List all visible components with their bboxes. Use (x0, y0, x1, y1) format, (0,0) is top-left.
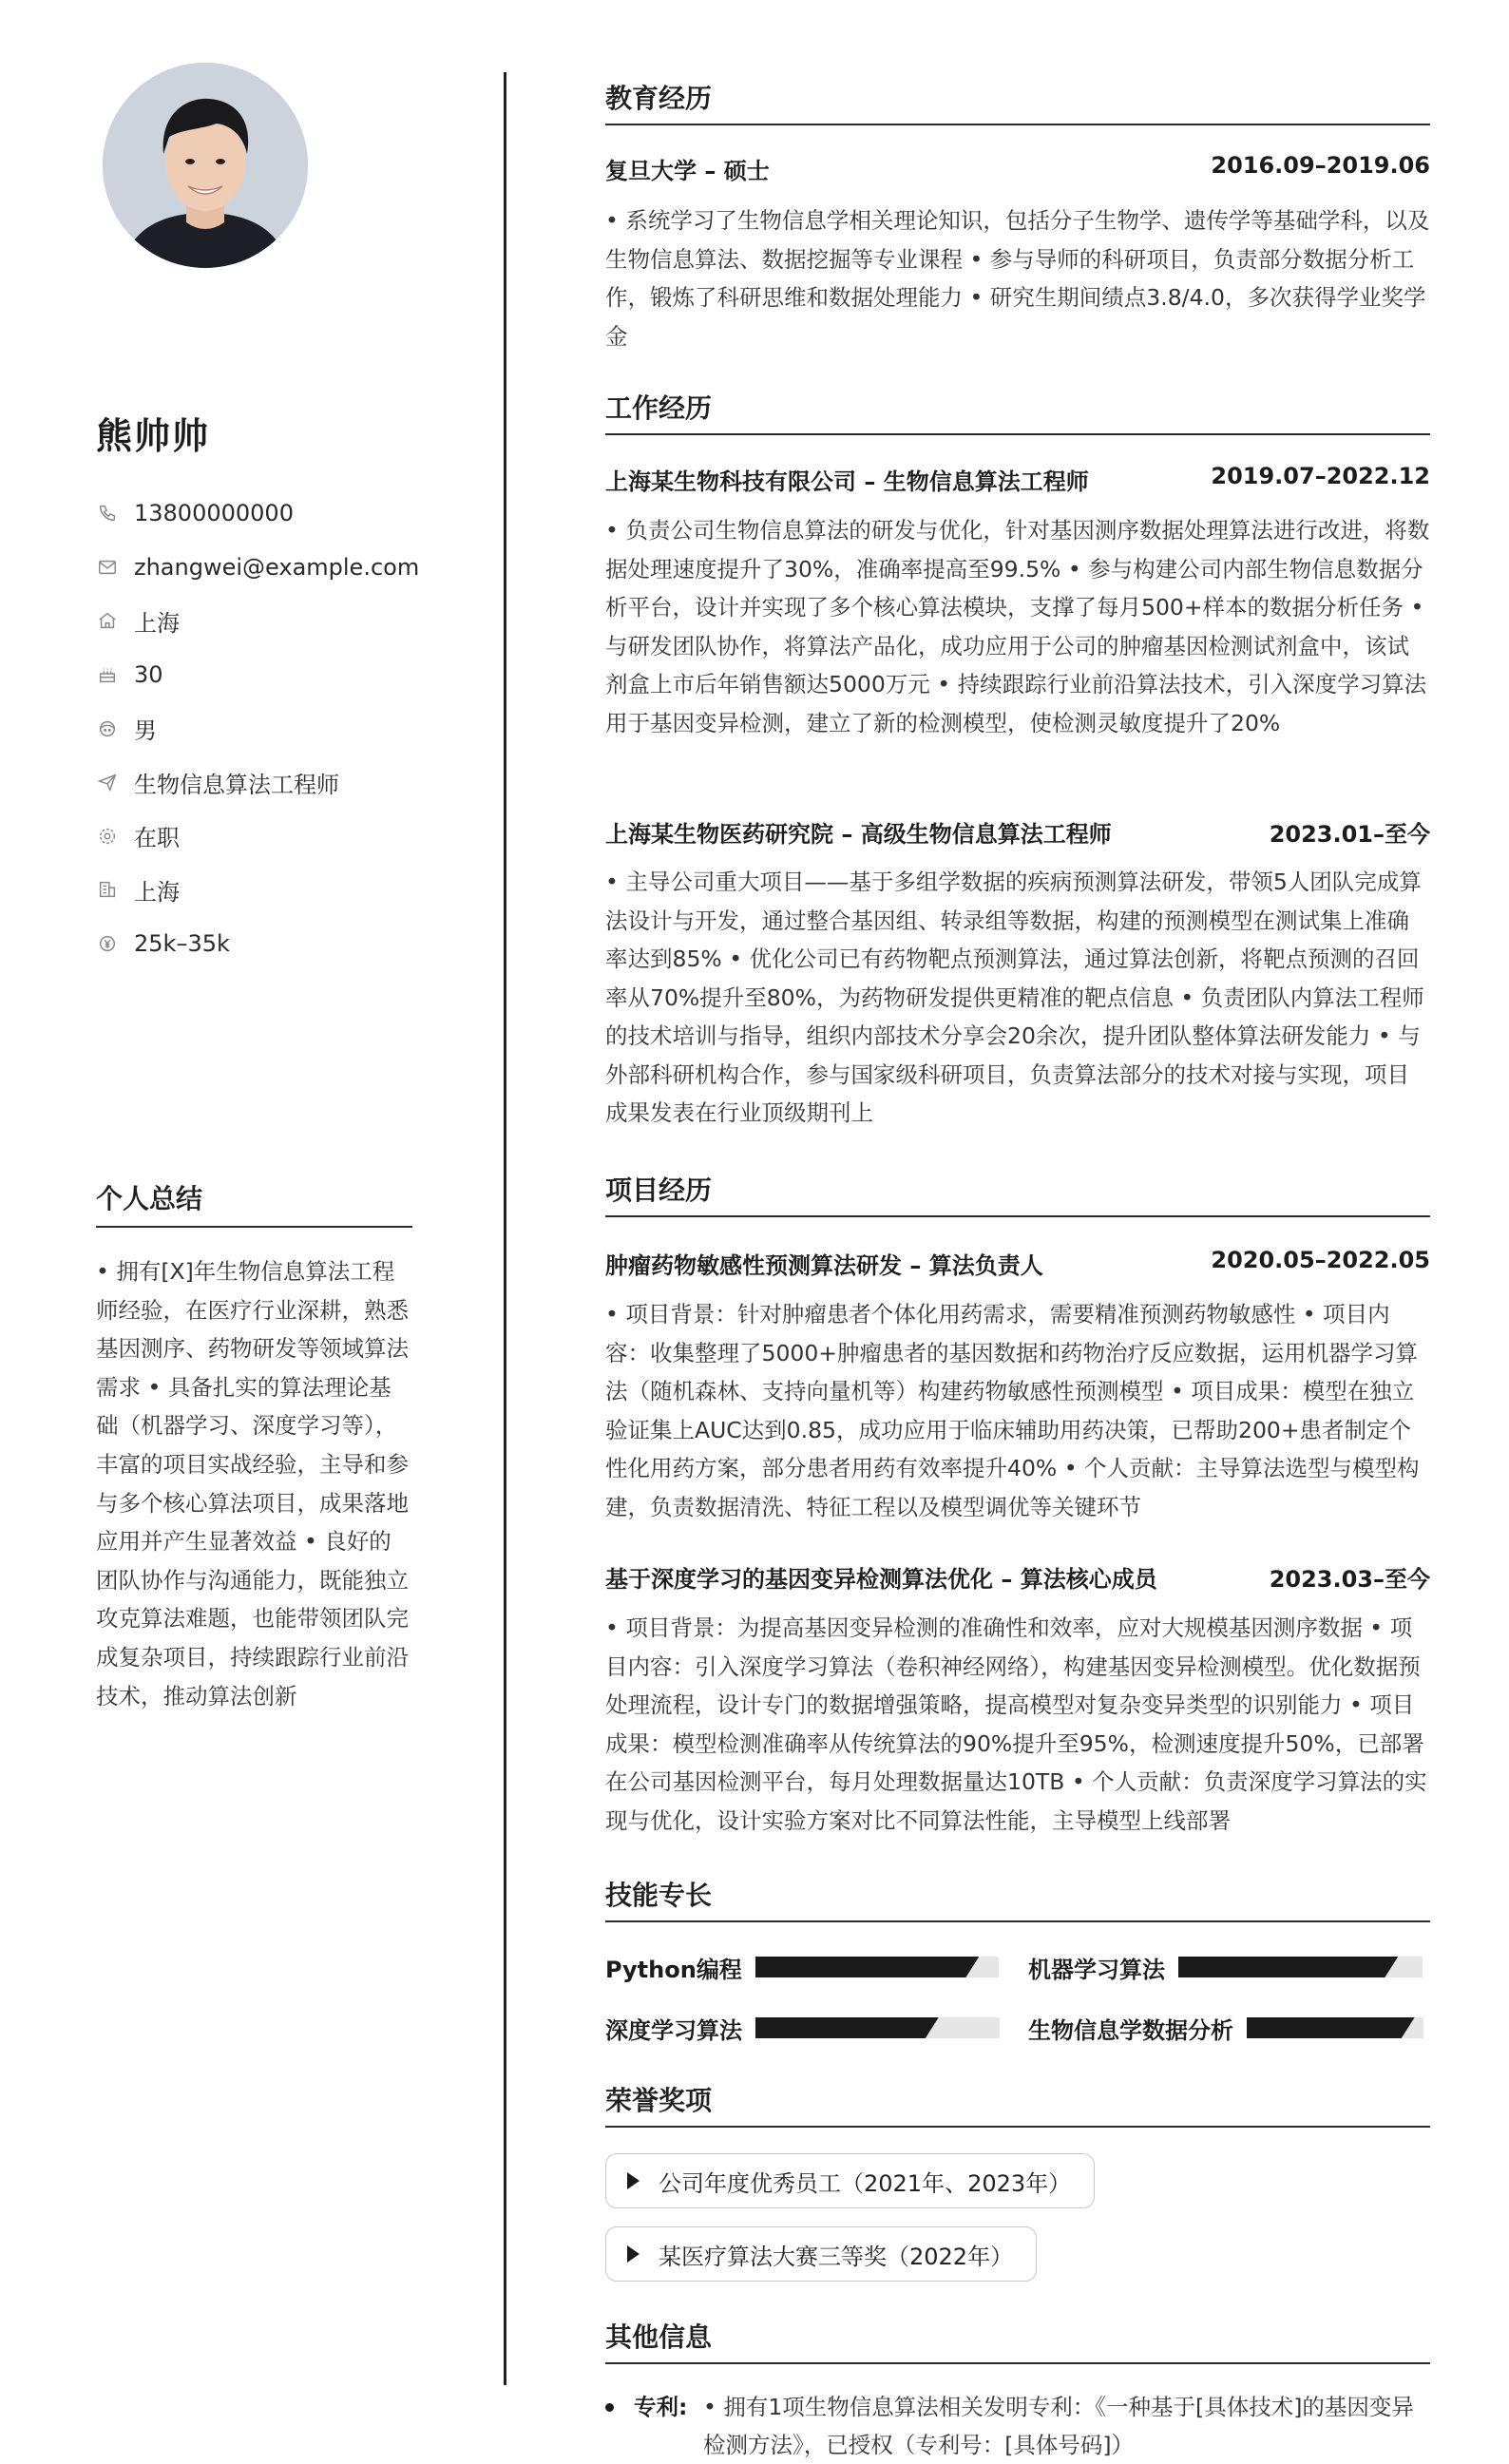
column-divider (504, 72, 506, 2385)
age-value: 30 (134, 661, 163, 689)
work-1-date: 2019.07–2022.12 (1211, 463, 1430, 489)
award-item (605, 2226, 1037, 2282)
send-icon (96, 771, 119, 793)
contact-list (96, 487, 457, 970)
education-school: 复旦大学 – 硕士 (605, 158, 770, 184)
skill-level-fill (755, 1957, 980, 1977)
work-2-date: 2023.01–至今 (1269, 821, 1430, 848)
contact-location (96, 863, 457, 917)
projects-heading: 项目经历 (605, 1170, 1430, 1217)
contact-gender (96, 701, 457, 755)
skill-item (1028, 1953, 1423, 1981)
contact-email (96, 541, 457, 595)
skill-level-fill (755, 2017, 939, 2038)
project-1-header (605, 1247, 1430, 1280)
education-heading: 教育经历 (605, 78, 1430, 125)
status-icon (96, 825, 119, 848)
project-2-description: • 项目背景：为提高基因变异检测的准确性和效率，应对大规模基因测序数据 • 项目内容：引入深度学习算法（卷积神经网络），构建基因变异检测模型。优化数据预处理流程，设计专门的数据增强策略，提高模型对复杂变异类型的识别能力 • 项目成果：模型检测准确率从传统算法的90%提升至95%，检测速度提升50%，已部署在公司基因检测平台，每月处理数据量达10TB • 个人贡献：负责深度学习算法的实现与优化，设计实验方案对比不同算法性能，主导模型上线部署 (605, 1614, 1427, 1834)
work-2-description: • 主导公司重大项目——基于多组学数据的疾病预测算法研发，带领5人团队完成算法设计与开发，通过整合基因组、转录组等数据，构建的预测模型在测试集上准确率达到85% • 优化公司已有药物靶点预测算法，通过算法创新，将靶点预测的召回率从70%提升至80%，为药物研发提供更精准的靶点信息 • 负责团队内算法工程师的技术培训与指导，组织内部技术分享会20余次，提升团队整体算法研发能力 • 与外部科研机构合作，参与国家级科研项目，负责算法部分的技术对接与实现，项目成果发表在行业顶级期刊上 (605, 869, 1424, 1126)
cake-icon (96, 663, 119, 686)
skill-level-bar (755, 1957, 999, 1977)
skill-level-fill (1247, 2017, 1415, 2038)
home-icon (96, 609, 119, 632)
contact-city (96, 594, 457, 648)
other-info-text: • 拥有1项生物信息算法相关发明专利：《一种基于[具体技术]的基因变异检测方法》，已授权（专利号：[具体号码]） (703, 2394, 1414, 2458)
contact-status (96, 810, 457, 864)
skill-item (1028, 2014, 1423, 2042)
education-entry-header (605, 152, 1430, 185)
project-2-name: 基于深度学习的基因变异检测算法优化 – 算法核心成员 (605, 1566, 1157, 1593)
skill-item (605, 2014, 1000, 2042)
skill-level-bar (1178, 1957, 1423, 1977)
award-text: 某医疗算法大赛三等奖（2022年） (659, 2243, 1014, 2270)
mail-icon (96, 556, 119, 579)
contact-phone (96, 487, 457, 541)
other-heading: 其他信息 (605, 2317, 1430, 2364)
awards-heading: 荣誉奖项 (605, 2080, 1430, 2128)
triangle-right-icon (627, 2172, 640, 2189)
summary-heading: 个人总结 (96, 1178, 412, 1228)
project-2-header (605, 1560, 1430, 1594)
education-description: • 系统学习了生物信息学相关理论知识，包括分子生物学、遗传学等基础学科，以及生物信息算法、数据挖掘等专业课程 • 参与导师的科研项目，负责部分数据分析工作，锻炼了科研思维和数据处理能力 • 研究生期间绩点3.8/4.0，多次获得学业奖学金 (605, 207, 1430, 350)
work-heading: 工作经历 (605, 388, 1430, 435)
project-2-date: 2023.03–至今 (1269, 1566, 1430, 1593)
project-1-date: 2020.05–2022.05 (1211, 1247, 1430, 1273)
contact-age (96, 648, 457, 702)
location-value: 上海 (134, 878, 180, 906)
building-icon (96, 878, 119, 901)
gender-icon (96, 717, 119, 740)
education-date: 2016.09–2019.06 (1211, 152, 1430, 179)
phone-value: 13800000000 (134, 500, 294, 527)
city-value: 上海 (134, 609, 180, 637)
gender-value: 男 (134, 717, 157, 745)
project-1-description: • 项目背景：针对肿瘤患者个体化用药需求，需要精准预测药物敏感性 • 项目内容：收集整理了5000+肿瘤患者的基因数据和药物治疗反应数据，运用机器学习算法（随机森林、支持向量机等）构建药物敏感性预测模型 • 项目成果：模型在独立验证集上AUC达到0.85，成功应用于临床辅助用药决策，已帮助200+患者制定个性化用药方案，部分患者用药有效率提升40% • 个人贡献：主导算法选型与模型构建，负责数据清洗、特征工程以及模型调优等关键环节 (605, 1301, 1420, 1520)
work-1-company: 上海某生物科技有限公司 – 生物信息算法工程师 (605, 468, 1089, 495)
contact-position (96, 755, 457, 810)
skill-label: 深度学习算法 (605, 2016, 742, 2044)
skill-item (605, 1953, 999, 1981)
salary-icon (96, 932, 119, 955)
salary-value: 25k–35k (134, 930, 230, 958)
status-value: 在职 (134, 825, 180, 852)
skills-heading: 技能专长 (605, 1875, 1430, 1922)
work-1-description: • 负责公司生物信息算法的研发与优化，针对基因测序数据处理算法进行改进，将数据处理速度提升了30%，准确率提高至99.5% • 参与构建公司内部生物信息数据分析平台，设计并实现了多个核心算法模块，支撑了每月500+样本的数据分析任务 • 与研发团队协作，将算法产品化，成功应用于公司的肿瘤基因检测试剂盒中，该试剂盒上市后年销售额达5000万元 • 持续跟踪行业前沿算法技术，引入深度学习算法用于基因变异检测，建立了新的检测模型，使检测灵敏度提升了20% (605, 517, 1430, 736)
contact-salary (96, 917, 457, 971)
work-2-company: 上海某生物医药研究院 – 高级生物信息算法工程师 (605, 821, 1112, 848)
award-item (605, 2153, 1095, 2208)
skill-level-fill (1178, 1957, 1398, 1977)
project-1-name: 肿瘤药物敏感性预测算法研发 – 算法负责人 (605, 1252, 1043, 1279)
phone-icon (96, 502, 119, 525)
skill-label: 机器学习算法 (1028, 1956, 1165, 1983)
position-value: 生物信息算法工程师 (134, 771, 339, 798)
skill-label: 生物信息学数据分析 (1028, 2016, 1233, 2044)
avatar-photo (103, 63, 308, 268)
other-info-label: 专利: (634, 2394, 688, 2420)
skill-level-bar (1247, 2017, 1423, 2038)
candidate-name: 熊帅帅 (96, 415, 211, 457)
bullet-dot-icon (605, 2403, 614, 2412)
avatar (103, 63, 308, 268)
skill-level-bar (755, 2017, 1000, 2038)
work-entry-2-header (605, 815, 1430, 849)
award-text: 公司年度优秀员工（2021年、2023年） (659, 2169, 1072, 2197)
email-value: zhangwei@example.com (134, 553, 420, 581)
work-entry-1-header (605, 463, 1430, 496)
summary-text: • 拥有[X]年生物信息算法工程师经验，在医疗行业深耕，熟悉基因测序、药物研发等领域算法需求 • 具备扎实的算法理论基础（机器学习、深度学习等），丰富的项目实战经验，主导和参与多个核心算法项目，成果落地应用并产生显著效益 • 良好的团队协作与沟通能力，既能独立攻克算法难题，也能带领团队完成复杂项目，持续跟踪行业前沿技术，推动算法创新 (96, 1258, 409, 1710)
skill-label: Python编程 (605, 1956, 742, 1983)
triangle-right-icon (627, 2245, 640, 2263)
